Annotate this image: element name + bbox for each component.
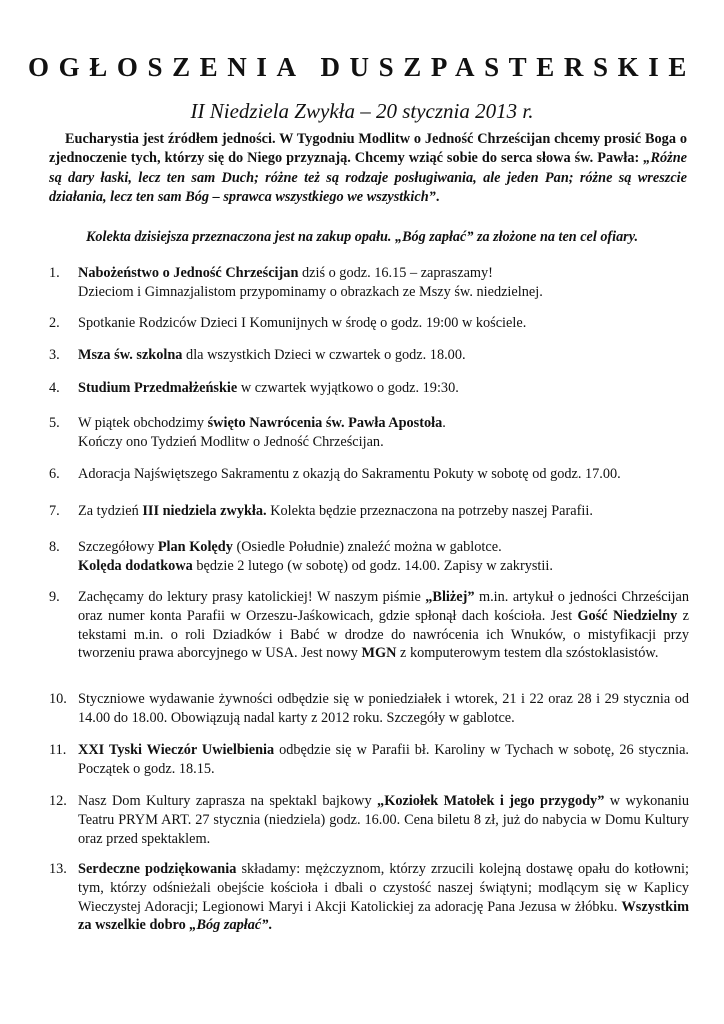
item-body <box>78 502 689 521</box>
list-item <box>49 741 689 779</box>
item-bold: Studium Przedmałżeńskie <box>78 380 238 396</box>
item-text: Za tydzień <box>78 503 143 519</box>
item-text: W piątek obchodzimy <box>78 415 208 431</box>
item-text: dziś o godz. 16.15 – zapraszamy! <box>298 265 493 281</box>
item-end: . <box>268 917 272 934</box>
intro-paragraph <box>49 130 687 207</box>
item-text: z tekstami m.in. o roli Dziadków i Babć w drodze do nawrócenia ich Wnuków, o mistyfikacji przy tworzeniu prawa aborcyjnego w USA. Jest nowy <box>78 607 689 662</box>
item-number: 9. <box>49 589 60 605</box>
item-number: 7. <box>49 503 60 519</box>
list-item <box>49 346 689 365</box>
list-item <box>49 538 689 576</box>
item-body <box>78 264 689 302</box>
item-text: odbędzie się w Parafii bł. Karoliny w Tychach w sobotę, 26 stycznia. Początek o godz. 18.15. <box>78 742 690 777</box>
item-text: Kolekta będzie przeznaczona na potrzeby naszej Parafii. <box>266 503 593 519</box>
item-number: 4. <box>49 380 60 396</box>
page-title: OGŁOSZENIA DUSZPASTERSKIE <box>28 52 696 82</box>
list-item <box>49 314 689 333</box>
item-bold: MGN <box>361 645 397 662</box>
intro-text: Eucharystia jest źródłem jedności. W Tygodniu Modlitw o Jedność Chrześcijan chcemy prosić Boga o zjednoczenie tych, którzy się do Niego przyznają. Chcemy wziąć sobie do serca słowa św. Pawła: <box>49 131 687 167</box>
list-item <box>49 588 689 663</box>
item-bold: Msza św. szkolna <box>78 347 183 363</box>
intro-quote: „Różne są dary łaski, lecz ten sam Duch; różne też są rodzaje posługiwania, ale jeden Pan; różne są wreszcie działania, lecz ten sam Bóg – sprawca wszystkiego we wszystkich” <box>49 150 687 205</box>
item-text: (Osiedle Południe) znaleźć można w gablotce. <box>232 539 502 555</box>
item-bold: święto Nawrócenia św. Pawła Apostoła <box>207 415 443 431</box>
item-bold: „Bliżej” <box>425 589 475 605</box>
item-body <box>78 414 689 452</box>
item-body <box>78 690 689 728</box>
item-number: 12. <box>49 793 67 809</box>
item-bold: Gość Niedzielny <box>577 607 678 624</box>
item-text: Kończy ono Tydzień Modlitw o Jedność Chrześcijan. <box>78 433 384 450</box>
item-body <box>78 379 689 398</box>
item-quote: „Bóg zapłać” <box>189 917 269 934</box>
list-item <box>49 414 689 452</box>
item-body <box>78 314 689 333</box>
item-number: 11. <box>49 742 67 758</box>
item-text: Zachęcamy do lektury prasy katolickiej! W naszym piśmie <box>78 589 426 605</box>
item-bold: III niedziela zwykła. <box>142 503 267 519</box>
item-bold: Wszystkim za wszelkie dobro <box>78 898 689 934</box>
item-bold: Kolęda dodatkowa <box>78 557 193 574</box>
item-number: 3. <box>49 347 60 363</box>
item-body <box>78 346 689 365</box>
item-text: . <box>442 415 446 431</box>
item-body <box>78 465 689 484</box>
item-number: 6. <box>49 466 60 482</box>
item-text: w wykonaniu Teatru PRYM ART. 27 stycznia (niedziela) godz. 16.00. Cena biletu 8 zł, już do nabycia w Domu Kultury oraz przed spektaklem. <box>78 793 690 847</box>
list-item <box>49 792 689 848</box>
item-number: 1. <box>49 265 60 281</box>
item-text: Styczniowe wydawanie żywności odbędzie się w poniedziałek i wtorek, 21 i 22 oraz 28 i 29 stycznia od 14.00 do 18.00. Obowiązują nadal karty z 2012 roku. Szczegóły w gablotce. <box>78 691 689 726</box>
item-number: 13. <box>49 861 67 877</box>
list-item <box>49 379 689 398</box>
item-text: Szczegółowy <box>78 539 158 555</box>
item-body <box>78 588 689 663</box>
item-text: m.in. artykuł o jedności Chrześcijan oraz numer konta Parafii w Orzeszu-Jaśkowicach, gdzie spłonął dach kościoła. Jest <box>78 589 689 624</box>
item-number: 2. <box>49 315 60 331</box>
item-number: 8. <box>49 539 60 555</box>
item-text: Adoracja Najświętszego Sakramentu z okazją do Sakramentu Pokuty w sobotę od godz. 17.00. <box>78 466 621 482</box>
list-item <box>49 264 689 302</box>
kolekta-note: Kolekta dzisiejsza przeznaczona jest na zakup opału. „Bóg zapłać” za złożone na ten cel ofiary. <box>85 229 639 245</box>
item-number: 5. <box>49 415 60 431</box>
item-bold: Serdeczne podziękowania <box>78 861 237 877</box>
item-number: 10. <box>49 691 67 707</box>
item-text: Spotkanie Rodziców Dzieci I Komunijnych w środę o godz. 19:00 w kościele. <box>78 315 527 331</box>
item-bold-italic <box>189 917 272 933</box>
item-text: będzie 2 lutego (w sobotę) od godz. 14.00. Zapisy w zakrystii. <box>192 557 553 574</box>
item-body <box>78 860 689 935</box>
item-text: składamy: mężczyznom, którzy zrzucili kolejną dostawę opału do kotłowni; tym, którzy odśnieżali obejście kościoła i dbali o czystość naszej świątyni; modlącym się w Kaplicy Wieczystej Adoracji; Legionowi Maryi i Akcji Katolickiej za adorację Pana Jezusa w żłóbku. <box>78 861 689 915</box>
item-bold: Plan Kolędy <box>157 539 233 555</box>
item-body <box>78 741 689 779</box>
page-subtitle: II Niedziela Zwykła – 20 stycznia 2013 r. <box>190 99 534 123</box>
item-text: w czwartek wyjątkowo o godz. 19:30. <box>237 380 459 396</box>
item-text: z komputerowym testem dla szóstoklasistów. <box>396 645 659 662</box>
item-bold: Nabożeństwo o Jedność Chrześcijan <box>78 265 299 281</box>
item-body <box>78 792 689 848</box>
item-text: Dzieciom i Gimnazjalistom przypominamy o obrazkach ze Mszy św. niedzielnej. <box>78 283 543 300</box>
list-item <box>49 860 689 935</box>
item-body <box>78 538 689 576</box>
item-bold: „Koziołek Matołek i jego przygody” <box>377 793 605 809</box>
intro-end: . <box>435 188 440 205</box>
item-bold: XXI Tyski Wieczór Uwielbienia <box>78 742 275 758</box>
list-item <box>49 465 689 484</box>
item-text: dla wszystkich Dzieci w czwartek o godz. 18.00. <box>182 347 466 363</box>
list-item <box>49 502 689 521</box>
item-text: Nasz Dom Kultury zaprasza na spektakl bajkowy <box>78 793 378 809</box>
list-item <box>49 690 689 728</box>
